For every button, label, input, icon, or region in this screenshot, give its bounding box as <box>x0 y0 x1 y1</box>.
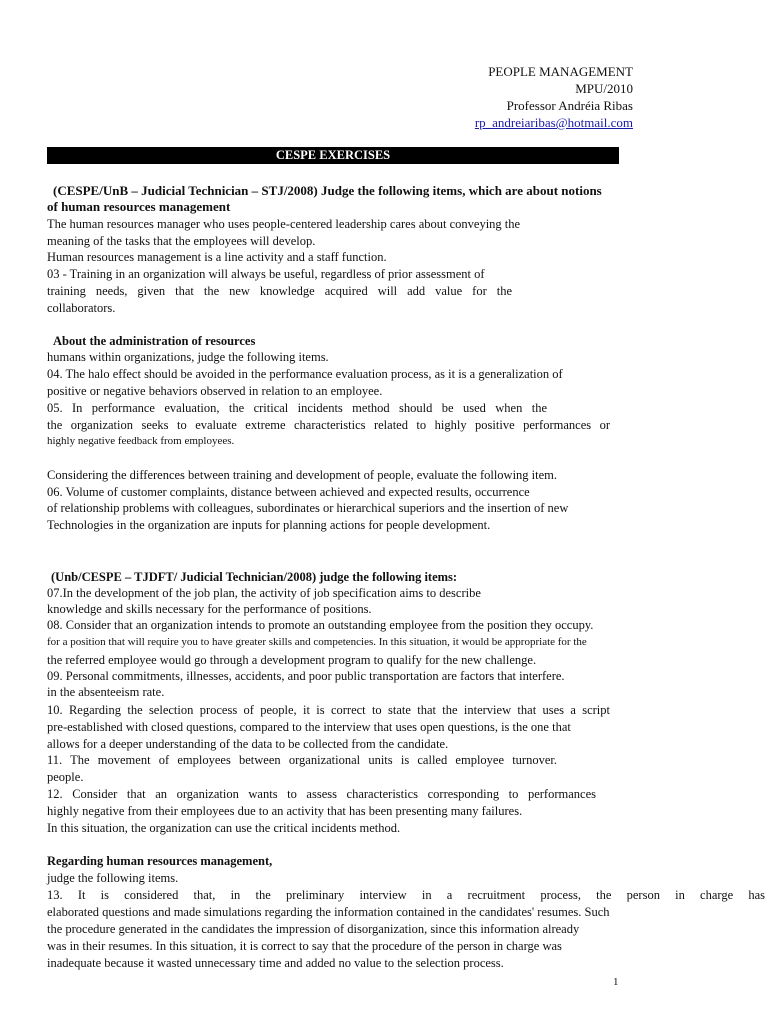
text-line: 03 - Training in an organization will always be useful, regardless of prior assessment of <box>47 267 485 281</box>
question-heading: (CESPE/UnB – Judicial Technician – STJ/2008) Judge the following items, which are about notions <box>53 183 602 198</box>
text-line: 04. The halo effect should be avoided in the performance evaluation process, as it is a generalization of <box>47 367 563 381</box>
text-line: of relationship problems with colleagues, subordinates or hierarchical superiors and the insertion of new <box>47 501 569 515</box>
page-number: 1 <box>613 976 619 988</box>
text-line: judge the following items. <box>47 871 179 885</box>
text-line: elaborated questions and made simulations regarding the information contained in the candidates' resumes. Such <box>47 905 610 919</box>
text-line: Technologies in the organization are inputs for planning actions for people development. <box>47 518 491 532</box>
text-line: training needs, given that the new knowledge acquired will add value for the <box>47 284 512 298</box>
text-line: for a position that will require you to have greater skills and competencies. In this situation, it would be appropriate for the <box>47 636 587 648</box>
text-line: meaning of the tasks that the employees will develop. <box>47 234 316 248</box>
text-line: In this situation, the organization can use the critical incidents method. <box>47 821 401 835</box>
text-line: 07.In the development of the job plan, the activity of job specification aims to describe <box>47 586 481 600</box>
course-code: MPU/2010 <box>575 81 633 96</box>
text-line: pre-established with closed questions, compared to the interview that uses open questions, is the one that <box>47 720 571 734</box>
text-line: the referred employee would go through a development program to qualify for the new challenge. <box>47 653 537 667</box>
email-link[interactable]: rp_andreiaribas@hotmail.com <box>474 115 633 130</box>
text-line: 08. Consider that an organization intends to promote an outstanding employee from the position they occupy. <box>47 618 594 632</box>
section-heading: Regarding human resources management, <box>47 854 273 868</box>
text-line: 10. Regarding the selection process of people, it is correct to state that the interview that uses a script <box>47 703 610 717</box>
text-line: humans within organizations, judge the following items. <box>47 350 329 364</box>
text-line: 05. In performance evaluation, the critical incidents method should be used when the <box>47 401 547 415</box>
question-heading: of human resources management <box>47 199 231 214</box>
text-line: 12. Consider that an organization wants to assess characteristics corresponding to performances <box>47 787 596 801</box>
text-line: 13. It is considered that, in the preliminary interview in a recruitment process, the person in charge has <box>47 888 765 902</box>
text-line: 06. Volume of customer complaints, distance between achieved and expected results, occurrence <box>47 485 530 499</box>
text-line: allows for a deeper understanding of the data to be collected from the candidate. <box>47 737 449 751</box>
text-line: 09. Personal commitments, illnesses, accidents, and poor public transportation are factors that interfere. <box>47 669 565 683</box>
course-name: PEOPLE MANAGEMENT <box>488 64 633 79</box>
section-title-bar: CESPE EXERCISES <box>47 147 619 164</box>
text-line: collaborators. <box>47 301 116 315</box>
text-line: positive or negative behaviors observed in relation to an employee. <box>47 384 383 398</box>
text-line: 11. The movement of employees between organizational units is called employee turnover. <box>47 753 557 767</box>
text-line: the procedure generated in the candidates the impression of disorganization, since this information already <box>47 922 580 936</box>
text-line: The human resources manager who uses people-centered leadership cares about conveying the <box>47 217 521 231</box>
document-header <box>475 63 633 131</box>
text-line: highly negative from their employees due to an activity that has been presenting many failures. <box>47 804 523 818</box>
text-line: highly negative feedback from employees. <box>47 435 235 447</box>
text-line: knowledge and skills necessary for the performance of positions. <box>47 602 372 616</box>
text-line: in the absenteeism rate. <box>47 685 165 699</box>
text-line: inadequate because it wasted unnecessary time and added no value to the selection process. <box>47 956 504 970</box>
question-heading: (Unb/CESPE – TJDFT/ Judicial Technician/2008) judge the following items: <box>51 570 458 584</box>
text-line: Human resources management is a line activity and a staff function. <box>47 250 387 264</box>
text-line: Considering the differences between training and development of people, evaluate the following item. <box>47 468 558 482</box>
text-line: people. <box>47 770 84 784</box>
text-line: was in their resumes. In this situation, it is correct to say that the procedure of the person in charge was <box>47 939 562 953</box>
section-heading: About the administration of resources <box>53 334 256 348</box>
professor-name: Professor Andréia Ribas <box>506 98 633 113</box>
text-line: the organization seeks to evaluate extreme characteristics related to highly positive performances or <box>47 418 610 432</box>
